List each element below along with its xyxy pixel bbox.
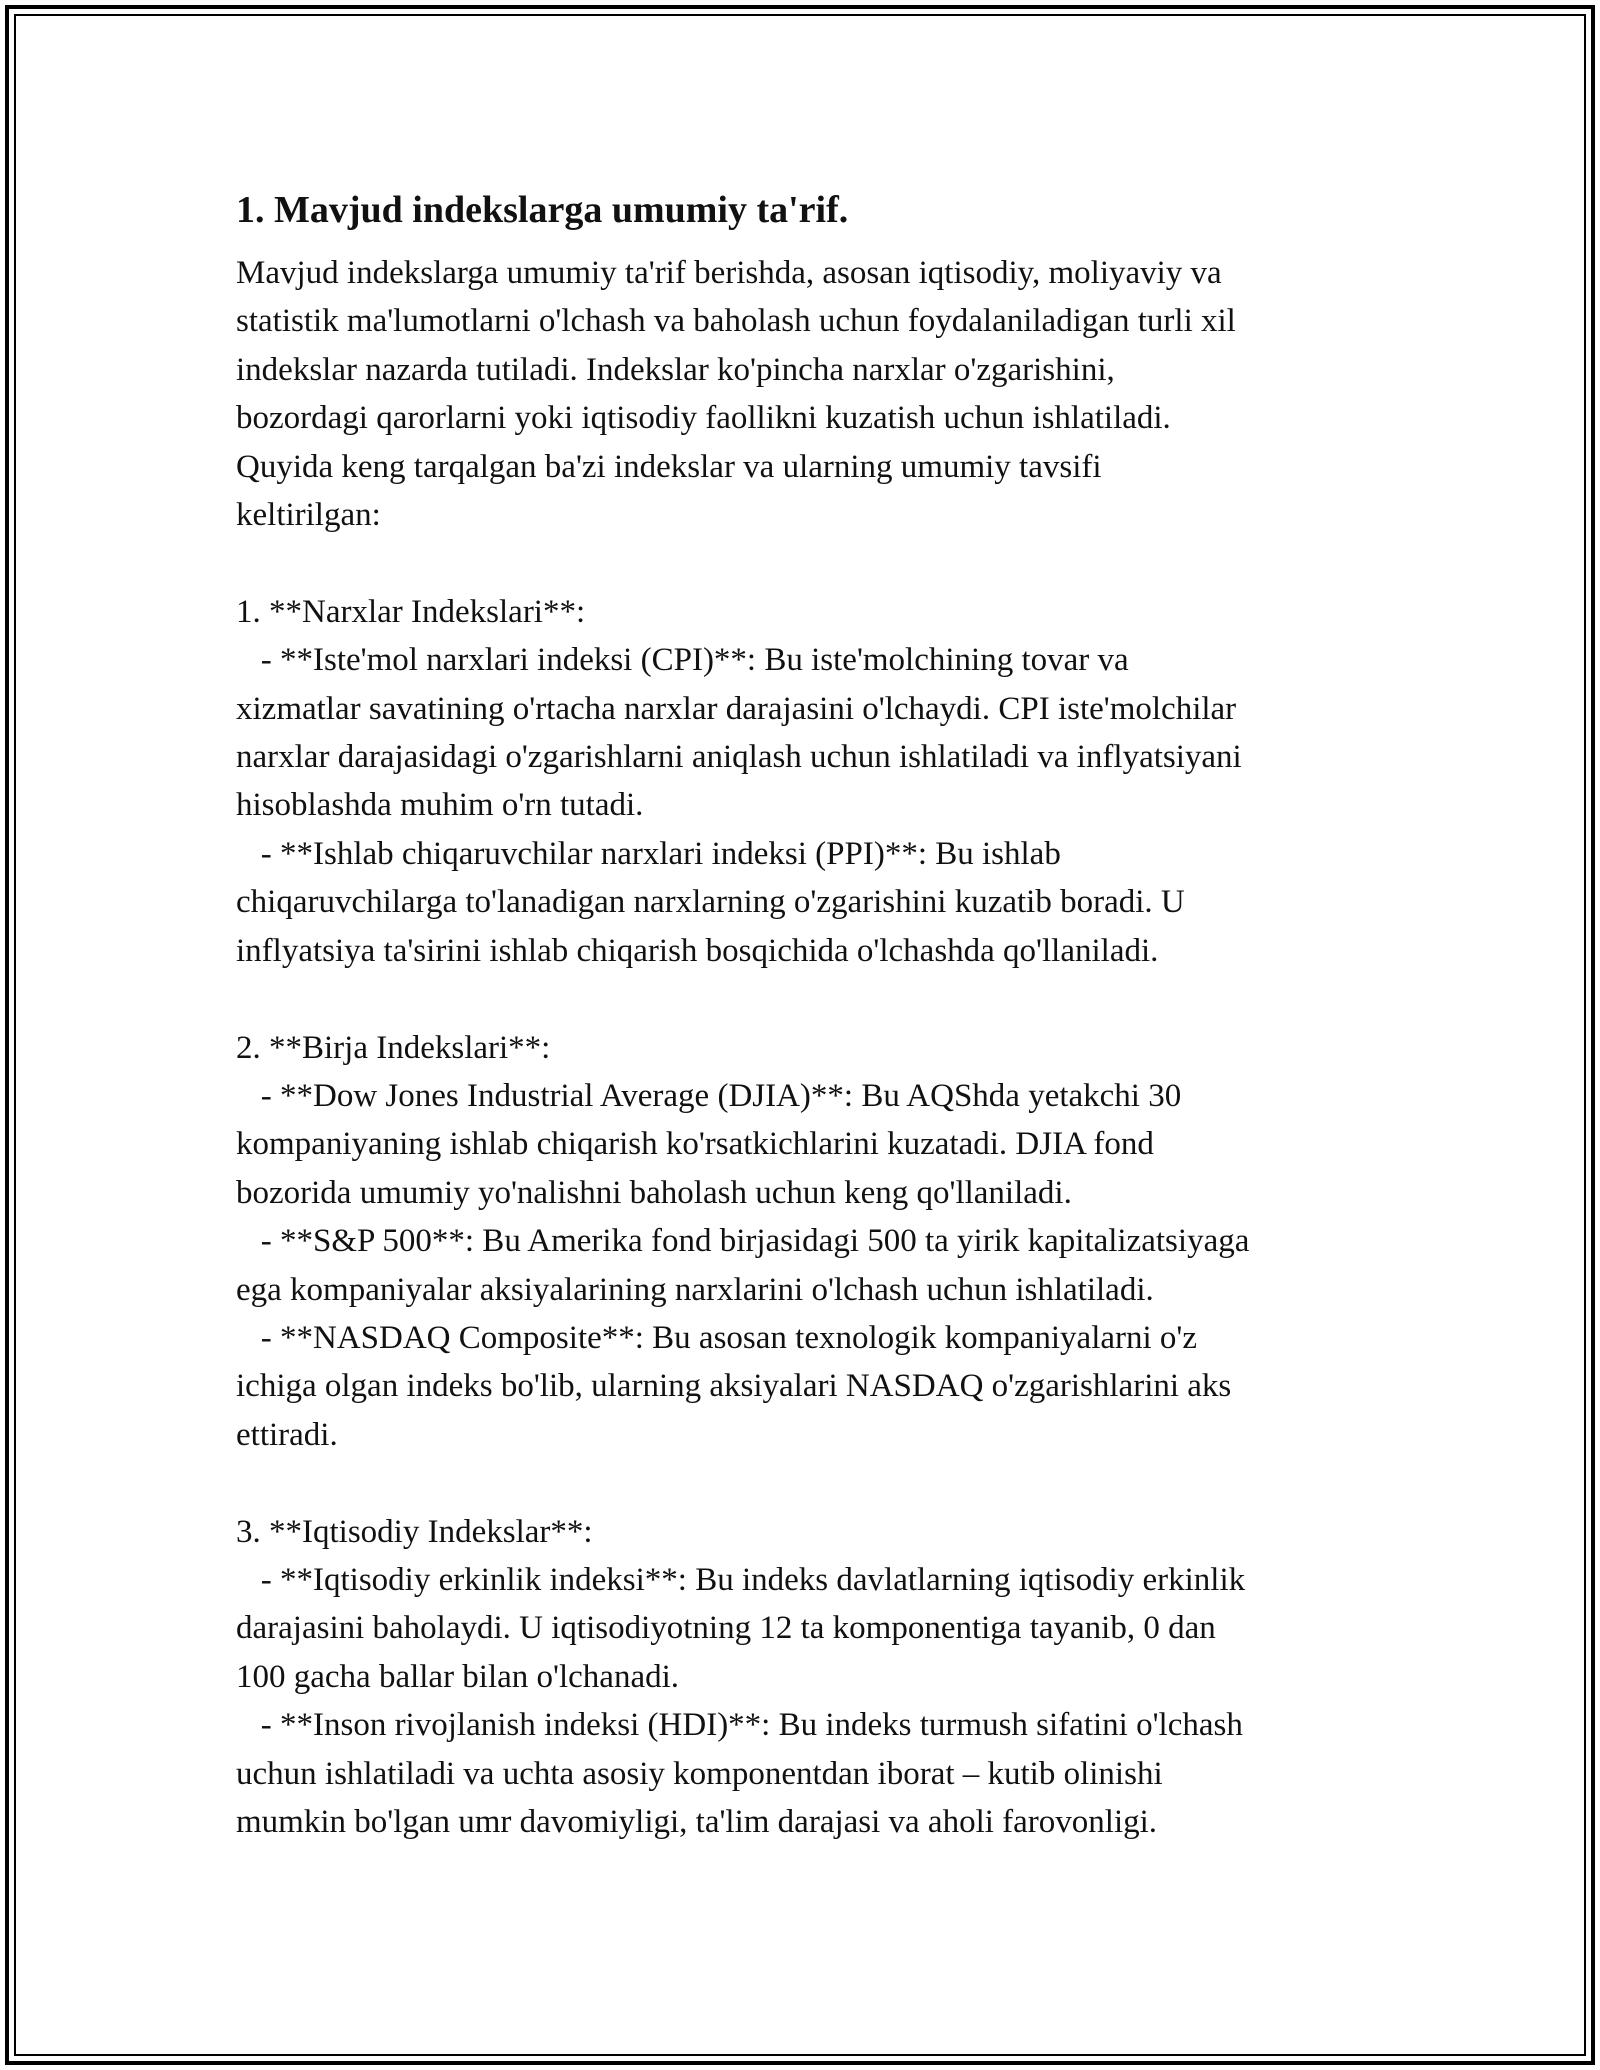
- text-line: - **Iqtisodiy erkinlik indeksi**: Bu indeks davlatlarning iqtisodiy erkinlik: [236, 1561, 1246, 1598]
- text-line: - **Iste'mol narxlari indeksi (CPI)**: Bu iste'molchining tovar va: [236, 642, 1129, 679]
- text-line: - **Dow Jones Industrial Average (DJIA)**: Bu AQShda yetakchi 30: [236, 1077, 1182, 1114]
- text-line: 3. **Iqtisodiy Indekslar**:: [236, 1513, 593, 1550]
- text-line: ettiradi.: [236, 1416, 338, 1453]
- body-text: [236, 249, 1386, 1846]
- blank-line: [236, 539, 1386, 587]
- text-line: xizmatlar savatining o'rtacha narxlar darajasini o'lchaydi. CPI iste'molchilar: [236, 690, 1237, 727]
- text-line: - **NASDAQ Composite**: Bu asosan texnologik kompaniyalarni o'z: [236, 1319, 1198, 1356]
- text-line: darajasini baholaydi. U iqtisodiyotning 12 ta komponentiga tayanib, 0 dan: [236, 1610, 1216, 1647]
- text-line: chiqaruvchilarga to'lanadigan narxlarning o'zgarishini kuzatib boradi. U: [236, 884, 1185, 921]
- text-line: inflyatsiya ta'sirini ishlab chiqarish bosqichida o'lchashda qo'llaniladi.: [236, 932, 1159, 969]
- text-line: bozordagi qarorlarni yoki iqtisodiy faollikni kuzatish uchun ishlatiladi.: [236, 400, 1171, 437]
- text-line: ichiga olgan indeks bo'lib, ularning aksiyalari NASDAQ o'zgarishlarini aks: [236, 1368, 1232, 1405]
- text-line: Quyida keng tarqalgan ba'zi indekslar va ularning umumiy tavsifi: [236, 448, 1102, 485]
- blank-line: [236, 1459, 1386, 1507]
- text-line: Mavjud indekslarga umumiy ta'rif berishda, asosan iqtisodiy, moliyaviy va: [236, 255, 1222, 291]
- text-line: statistik ma'lumotlarni o'lchash va baholash uchun foydalaniladigan turli xil: [236, 303, 1236, 340]
- text-line: uchun ishlatiladi va uchta asosiy komponentdan iborat – kutib olinishi: [236, 1755, 1163, 1792]
- document-body: [236, 185, 1386, 1846]
- text-line: - **Inson rivojlanish indeksi (HDI)**: Bu indeks turmush sifatini o'lchash: [236, 1707, 1243, 1744]
- text-line: - **Ishlab chiqaruvchilar narxlari indeksi (PPI)**: Bu ishlab: [236, 835, 1061, 872]
- text-line: 1. **Narxlar Indekslari**:: [236, 593, 586, 630]
- text-line: bozorida umumiy yo'nalishni baholash uchun keng qo'llaniladi.: [236, 1174, 1072, 1211]
- text-line: keltirilgan:: [236, 497, 381, 534]
- text-line: 2. **Birja Indekslari**:: [236, 1029, 551, 1066]
- text-line: mumkin bo'lgan umr davomiyligi, ta'lim darajasi va aholi farovonligi.: [236, 1804, 1158, 1840]
- text-line: 100 gacha ballar bilan o'lchanadi.: [236, 1658, 680, 1695]
- text-line: - **S&P 500**: Bu Amerika fond birjasidagi 500 ta yirik kapitalizatsiyaga: [236, 1223, 1250, 1260]
- section-heading: 1. Mavjud indekslarga umumiy ta'rif.: [236, 189, 849, 231]
- blank-line: [236, 975, 1386, 1023]
- text-line: ega kompaniyalar aksiyalarining narxlarini o'lchash uchun ishlatiladi.: [236, 1271, 1154, 1308]
- text-line: indekslar nazarda tutiladi. Indekslar ko'pincha narxlar o'zgarishini,: [236, 351, 1115, 388]
- text-line: kompaniyaning ishlab chiqarish ko'rsatkichlarini kuzatadi. DJIA fond: [236, 1126, 1154, 1163]
- text-line: narxlar darajasidagi o'zgarishlarni aniqlash uchun ishlatiladi va inflyatsiyani: [236, 739, 1242, 776]
- text-line: hisoblashda muhim o'rn tutadi.: [236, 787, 644, 824]
